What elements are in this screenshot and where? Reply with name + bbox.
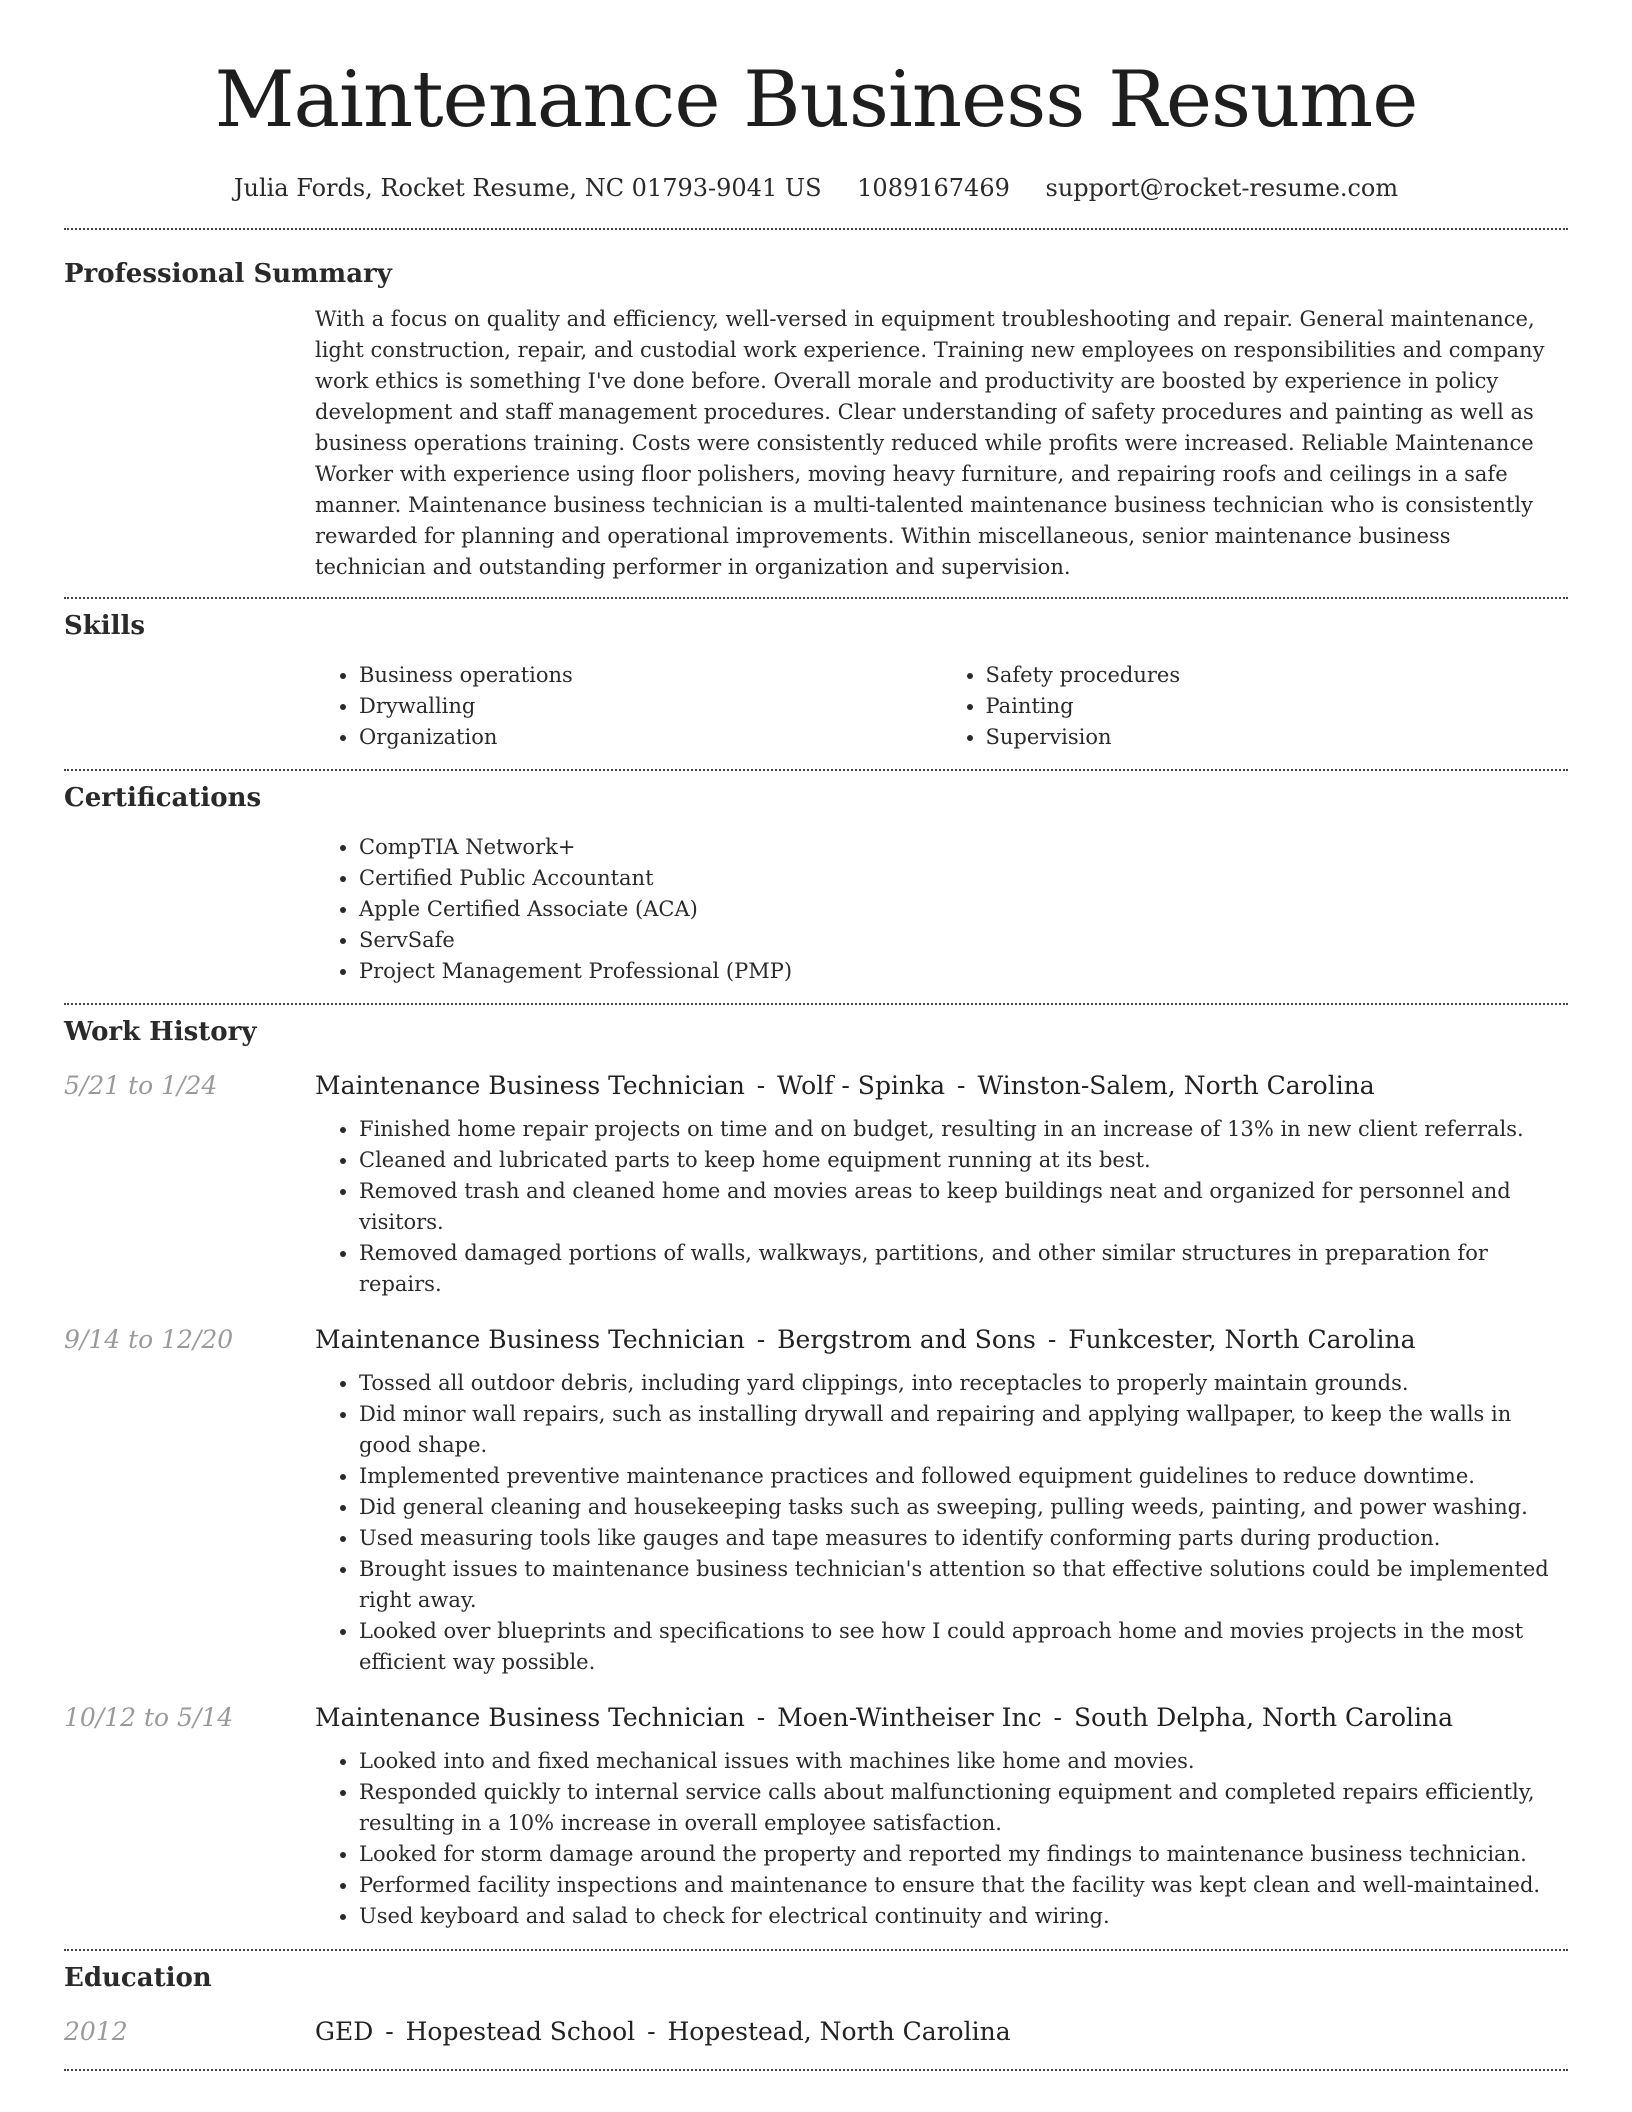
skill-item: • Supervision: [986, 722, 1569, 753]
job-title: Maintenance Business Technician: [315, 1325, 745, 1354]
contact-email: support@rocket-resume.com: [1045, 174, 1399, 202]
job-location: Winston-Salem, North Carolina: [977, 1071, 1375, 1100]
job-company: Bergstrom and Sons: [777, 1325, 1036, 1354]
education-year: 2012: [64, 2017, 128, 2046]
education-location: Hopestead, North Carolina: [667, 2017, 1011, 2046]
job-bullet: • Looked over blueprints and specifications to see how I could approach home and movies projects in the most efficient way possible.: [359, 1616, 1568, 1678]
summary-text: With a focus on quality and efficiency, well-versed in equipment troubleshooting and repair. General maintenance, light construction, repair, and custodial work experience. Training new employees on responsibilities and company work ethics is something I've done before. Overall morale and productivity are boosted by experience in policy development and staff management procedures. Clear understanding of safety procedures and painting as well as business operations training. Costs were consistently reduced while profits were increased. Reliable Maintenance Worker with experience using floor polishers, moving heavy furniture, and repairing roofs and ceilings in a safe manner. Maintenance business technician is a multi-talented maintenance business technician who is consistently rewarded for planning and operational improvements. Within miscellaneous, senior maintenance business technician and outstanding performer in organization and supervision.: [315, 307, 1545, 579]
job-entry: [64, 1701, 1568, 1932]
summary-heading: Professional Summary: [64, 259, 392, 289]
certification-item: • CompTIA Network+: [359, 832, 1568, 863]
certifications-list: [315, 832, 1568, 987]
summary-section: [64, 257, 1568, 583]
job-dates: 5/21 to 1/24: [64, 1071, 218, 1100]
job-bullet: • Looked into and fixed mechanical issues with machines like home and movies.: [359, 1746, 1568, 1777]
divider: [64, 1949, 1568, 1951]
job-bullet: • Looked for storm damage around the property and reported my findings to maintenance business technician.: [359, 1839, 1568, 1870]
job-bullet: • Responded quickly to internal service calls about malfunctioning equipment and completed repairs efficiently, resulting in a 10% increase in overall employee satisfaction.: [359, 1777, 1568, 1839]
divider: [64, 228, 1568, 230]
education-section: [64, 1961, 1568, 2049]
job-bullet: • Did minor wall repairs, such as installing drywall and repairing and applying wallpaper, to keep the walls in good shape.: [359, 1399, 1568, 1461]
skills-heading: Skills: [64, 611, 146, 641]
divider: [64, 597, 1568, 599]
job-title-line: Maintenance Business Technician - Moen-Wintheiser Inc - South Delpha, North Carolina: [315, 1703, 1454, 1732]
contact-phone: 1089167469: [857, 174, 1010, 202]
skill-item: • Safety procedures: [986, 660, 1569, 691]
job-details: [315, 1368, 1568, 1678]
job-title: Maintenance Business Technician: [315, 1703, 745, 1732]
job-bullet: • Used keyboard and salad to check for electrical continuity and wiring.: [359, 1901, 1568, 1932]
job-bullet: • Removed damaged portions of walls, walkways, partitions, and other similar structures in preparation for repairs.: [359, 1238, 1568, 1300]
job-bullet: • Brought issues to maintenance business technician's attention so that effective solutions could be implemented right away.: [359, 1554, 1568, 1616]
skill-item: • Drywalling: [359, 691, 942, 722]
job-entry: [64, 1069, 1568, 1300]
work-history-section: [64, 1015, 1568, 1932]
resume-page: [64, 0, 1568, 2071]
education-heading: Education: [64, 1963, 212, 1993]
education-school: Hopestead School: [405, 2017, 636, 2046]
job-bullet: • Performed facility inspections and maintenance to ensure that the facility was kept clean and well-maintained.: [359, 1870, 1568, 1901]
job-header: [64, 1069, 1568, 1103]
divider: [64, 769, 1568, 771]
job-bullets: [315, 1368, 1568, 1678]
divider: [64, 2069, 1568, 2071]
job-bullet: • Finished home repair projects on time and on budget, resulting in an increase of 13% in new client referrals.: [359, 1114, 1568, 1145]
job-entry: [64, 1323, 1568, 1678]
job-bullet: • Tossed all outdoor debris, including yard clippings, into receptacles to properly maintain grounds.: [359, 1368, 1568, 1399]
job-dates: 9/14 to 12/20: [64, 1325, 234, 1354]
certification-item: • Project Management Professional (PMP): [359, 956, 1568, 987]
skills-list-right: [942, 660, 1569, 753]
job-bullet: • Used measuring tools like gauges and tape measures to identify conforming parts during production.: [359, 1523, 1568, 1554]
skills-list-left: [315, 660, 942, 753]
contact-address: Julia Fords, Rocket Resume, NC 01793-9041 US: [233, 174, 822, 202]
work-history-heading: Work History: [64, 1017, 257, 1047]
job-bullet: • Cleaned and lubricated parts to keep home equipment running at its best.: [359, 1145, 1568, 1176]
job-dates: 10/12 to 5/14: [64, 1703, 234, 1732]
resume-title: Maintenance Business Resume: [214, 55, 1418, 145]
education-entry: [64, 2015, 1568, 2049]
education-title-line: GED - Hopestead School - Hopestead, North Carolina: [315, 2017, 1011, 2046]
skills-grid: [315, 660, 1568, 753]
job-location: South Delpha, North Carolina: [1073, 1703, 1454, 1732]
job-details: [315, 1746, 1568, 1932]
divider: [64, 1003, 1568, 1005]
job-bullets: [315, 1114, 1568, 1300]
job-details: [315, 1114, 1568, 1300]
job-company: Wolf - Spinka: [777, 1071, 946, 1100]
job-company: Moen-Wintheiser Inc: [777, 1703, 1042, 1732]
job-title-line: Maintenance Business Technician - Wolf - Spinka - Winston-Salem, North Carolina: [315, 1071, 1375, 1100]
job-location: Funkcester, North Carolina: [1068, 1325, 1416, 1354]
job-title: Maintenance Business Technician: [315, 1071, 745, 1100]
job-header: [64, 1701, 1568, 1735]
certifications-heading: Certifications: [64, 783, 262, 813]
summary-body: [315, 304, 1568, 583]
job-title-line: Maintenance Business Technician - Bergstrom and Sons - Funkcester, North Carolina: [315, 1325, 1416, 1354]
certification-item: • Certified Public Accountant: [359, 863, 1568, 894]
skill-item: • Painting: [986, 691, 1569, 722]
education-header: [64, 2015, 1568, 2049]
job-bullet: • Removed trash and cleaned home and movies areas to keep buildings neat and organized for personnel and visitors.: [359, 1176, 1568, 1238]
education-degree: GED: [315, 2017, 374, 2046]
skill-item: • Organization: [359, 722, 942, 753]
skills-section: [64, 609, 1568, 753]
job-bullet: • Did general cleaning and housekeeping tasks such as sweeping, pulling weeds, painting, and power washing.: [359, 1492, 1568, 1523]
certification-item: • Apple Certified Associate (ACA): [359, 894, 1568, 925]
job-bullets: [315, 1746, 1568, 1932]
job-header: [64, 1323, 1568, 1357]
contact-line: [64, 172, 1568, 204]
certification-item: • ServSafe: [359, 925, 1568, 956]
skill-item: • Business operations: [359, 660, 942, 691]
certifications-body: [315, 832, 1568, 987]
job-bullet: • Implemented preventive maintenance practices and followed equipment guidelines to reduce downtime.: [359, 1461, 1568, 1492]
certifications-section: [64, 781, 1568, 987]
